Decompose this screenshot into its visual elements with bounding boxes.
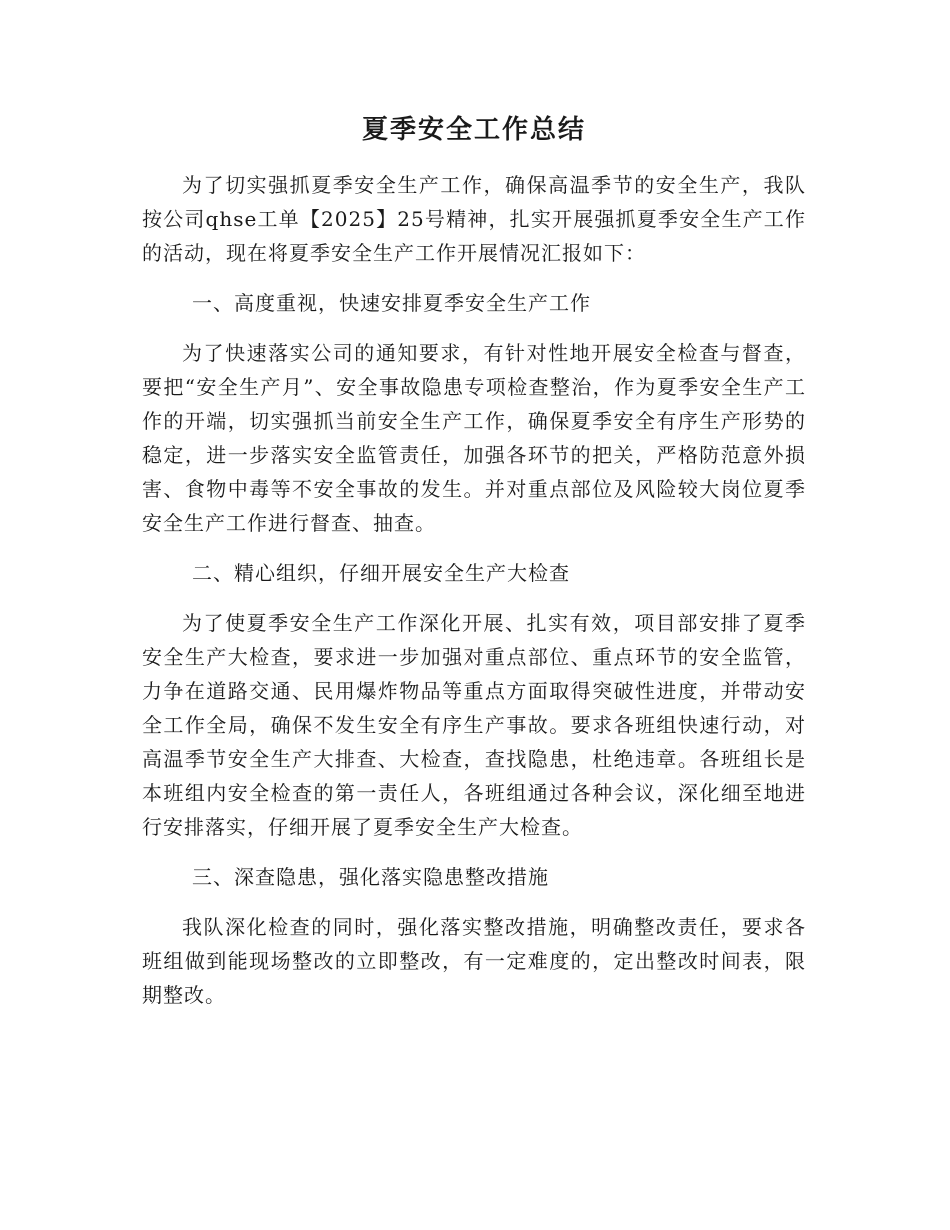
section-3-heading: 三、深查隐患，强化落实隐患整改措施 [192,865,549,889]
intro-paragraph: 为了切实强抓夏季安全生产工作，确保高温季节的安全生产，我队按公司qhse工单【2025】25号精神，扎实开展强抓夏季安全生产工作的活动，现在将夏季安全生产工作开展情况汇报如下： [142,173,806,265]
section-1-body: 为了快速落实公司的通知要求，有针对性地开展安全检查与督查，要把“安全生产月”、安全事故隐患专项检查整治，作为夏季安全生产工作的开端，切实强抓当前安全生产工作，确保夏季安全有序生产形势的稳定，进一步落实安全监管责任，加强各环节的把关，严格防范意外损害、食物中毒等不安全事故的发生。并对重点部位及风险较大岗位夏季安全生产工作进行督查、抽查。 [142,341,806,535]
document-page [142,108,806,1012]
document-title: 夏季安全工作总结 [361,115,586,145]
section-2-heading: 二、精心组织，仔细开展安全生产大检查 [192,561,570,585]
section-3-body: 我队深化检查的同时，强化落实整改措施，明确整改责任，要求各班组做到能现场整改的立即整改，有一定难度的，定出整改时间表，限期整改。 [142,915,806,1007]
section-2-body: 为了使夏季安全生产工作深化开展、扎实有效，项目部安排了夏季安全生产大检查，要求进一步加强对重点部位、重点环节的安全监管，力争在道路交通、民用爆炸物品等重点方面取得突破性进度，并带动安全工作全局，确保不发生安全有序生产事故。要求各班组快速行动，对高温季节安全生产大排查、大检查，查找隐患，杜绝违章。各班组长是本班组内安全检查的第一责任人，各班组通过各种会议，深化细至地进行安排落实，仔细开展了夏季安全生产大检查。 [142,611,806,839]
section-1-heading: 一、高度重视，快速安排夏季安全生产工作 [192,291,591,315]
